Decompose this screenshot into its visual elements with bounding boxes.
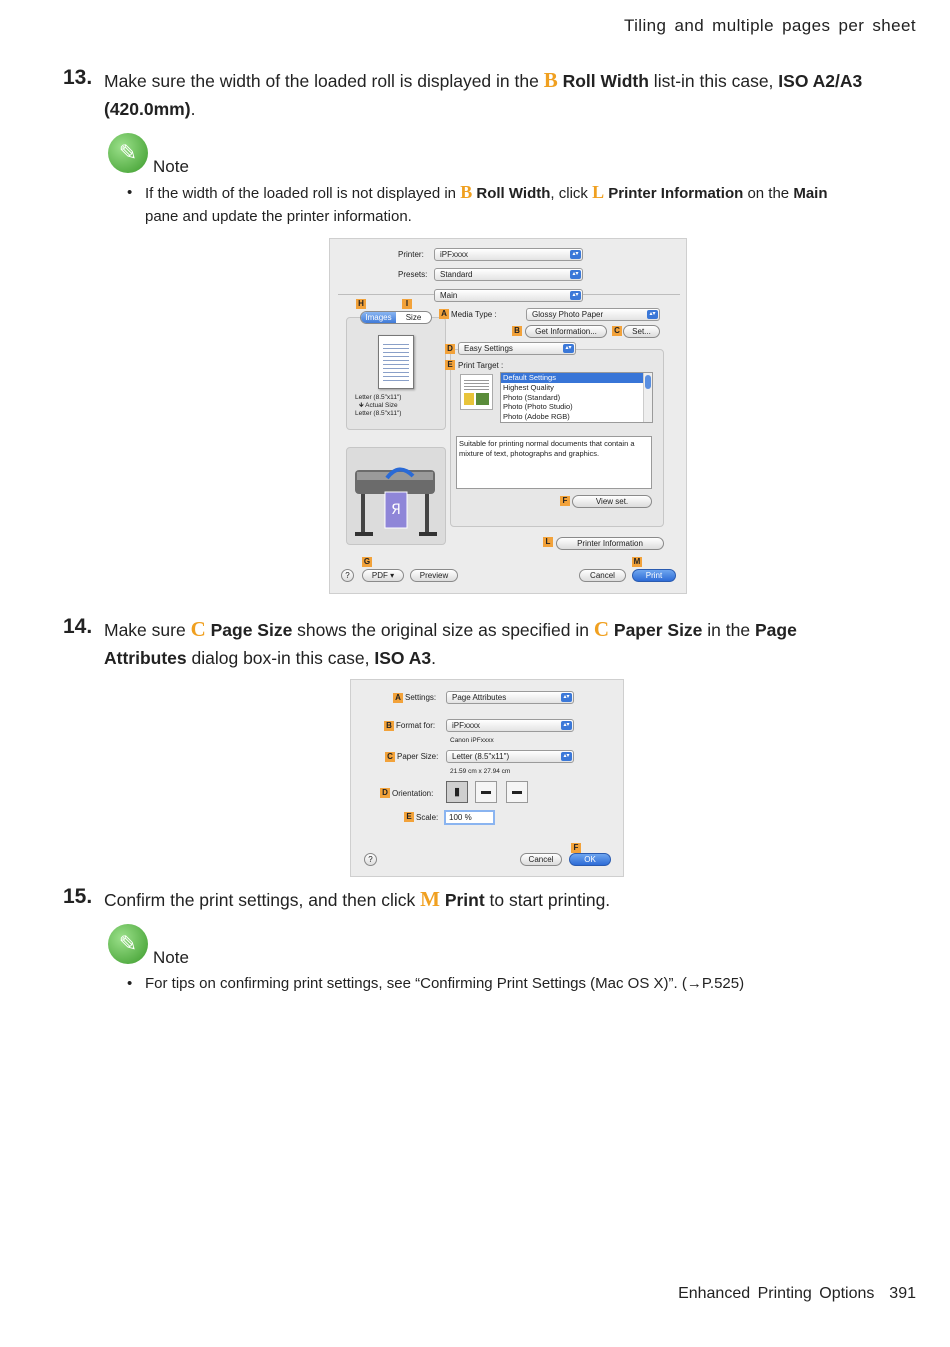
print-button[interactable]: Print <box>632 569 676 582</box>
letter-b: B <box>543 68 558 92</box>
page-attributes-dialog-screenshot <box>350 679 624 877</box>
print-term: Print <box>439 890 485 910</box>
step-13-number: 13. <box>63 66 93 89</box>
page-footer <box>678 1285 916 1303</box>
svg-text:Я: Я <box>391 502 401 518</box>
scale-label: Scale: <box>416 813 439 822</box>
printer-information-button[interactable]: Printer Information <box>556 537 664 550</box>
printer-popup[interactable] <box>434 248 583 261</box>
page-header: Tiling and multiple pages per sheet <box>623 16 916 35</box>
print-target-item[interactable]: Photo (Standard) <box>503 392 561 402</box>
step-14-t2: shows the original size as specified in <box>292 620 594 640</box>
pane-popup[interactable] <box>434 289 583 302</box>
popup-arrows-icon: ▴▾ <box>647 310 658 319</box>
footer-section: Enhanced Printing Options <box>678 1285 875 1302</box>
orientation-label: Orientation: <box>392 789 434 798</box>
preview-tabs <box>360 311 432 324</box>
callout-f: F <box>571 843 581 853</box>
page-attributes-term: Page Attributes <box>104 620 797 668</box>
down-arrow-icon: 🡻 <box>359 402 364 409</box>
format-for-label: Format for: <box>396 721 436 730</box>
popup-arrows-icon: ▴▾ <box>570 270 581 279</box>
settings-popup[interactable] <box>446 691 574 704</box>
print-target-item[interactable]: Photo (Photo Studio) <box>503 402 573 412</box>
page-number: 391 <box>889 1285 916 1302</box>
callout-i: I <box>402 299 412 309</box>
tab-images[interactable]: Images <box>361 312 396 323</box>
printer-label: Printer: <box>398 250 424 259</box>
note-1-text <box>145 181 865 228</box>
note-1-t3: on the <box>743 185 794 202</box>
step-15-t2: to start printing. <box>484 890 611 910</box>
media-type-popup[interactable] <box>526 308 660 321</box>
view-set-button[interactable]: View set. <box>572 495 652 508</box>
roll-width-term: Roll Width <box>472 185 551 202</box>
callout-m: M <box>633 557 641 566</box>
preview-line-1: Letter (8.5"x11") <box>355 394 402 401</box>
callout-a: A <box>439 309 449 319</box>
roll-width-term: Roll Width <box>557 71 649 91</box>
callout-h: H <box>356 299 366 309</box>
presets-popup[interactable] <box>434 268 583 281</box>
printer-image-panel <box>346 447 446 545</box>
bullet-dot: • <box>127 975 133 992</box>
presets-value: Standard <box>440 270 473 279</box>
callout-d: D <box>380 788 390 798</box>
printer-information-term: Printer Information <box>604 185 744 202</box>
callout-c: C <box>385 752 395 762</box>
print-target-label: Print Target : <box>458 361 504 370</box>
print-target-illustration <box>460 374 493 410</box>
step-14-text <box>104 615 864 672</box>
note-1-t2: , click <box>550 185 593 202</box>
letter-m: M <box>420 887 440 911</box>
popup-arrows-icon: ▴▾ <box>570 250 581 259</box>
landscape-right-orientation-icon[interactable]: ▬ <box>506 781 528 803</box>
main-term: Main <box>793 185 828 202</box>
step-15-t1: Confirm the print settings, and then click <box>104 890 421 910</box>
callout-b: B <box>384 721 394 731</box>
cancel-button[interactable]: Cancel <box>579 569 626 582</box>
page-size-term: Page Size <box>205 620 293 640</box>
printer-value: iPFxxxx <box>440 250 468 259</box>
callout-f: F <box>560 496 570 506</box>
paper-size-term: Paper Size <box>609 620 703 640</box>
step-14-t1: Make sure <box>104 620 191 640</box>
page-preview-thumbnail <box>378 335 414 389</box>
set-button[interactable]: Set... <box>623 325 660 338</box>
step-13-t2: list-in this case, <box>648 71 779 91</box>
popup-arrows-icon: ▴▾ <box>563 344 574 353</box>
letter-l: L <box>592 182 605 202</box>
letter-c: C <box>190 617 206 641</box>
preview-line-3: Letter (8.5"x11") <box>355 410 402 417</box>
note-1-t1: If the width of the loaded roll is not displayed in <box>145 185 461 202</box>
popup-arrows-icon: ▴▾ <box>570 291 581 300</box>
letter-b: B <box>460 182 473 202</box>
paper-size-dimensions: 21.59 cm x 27.94 cm <box>450 768 511 775</box>
list-scrollbar[interactable] <box>643 373 652 422</box>
preview-button[interactable]: Preview <box>410 569 458 582</box>
cancel-button[interactable]: Cancel <box>520 853 562 866</box>
settings-label: Settings: <box>405 693 437 702</box>
print-dialog-screenshot <box>329 238 687 594</box>
step-14-t5: . <box>431 648 436 668</box>
format-for-popup[interactable] <box>446 719 574 732</box>
print-target-item[interactable]: Highest Quality <box>503 382 554 392</box>
format-for-subtitle: Canon iPFxxxx <box>450 737 494 744</box>
media-type-value: Glossy Photo Paper <box>532 310 604 319</box>
paper-size-value: Letter (8.5"x11") <box>452 752 510 761</box>
step-15-text <box>104 885 864 914</box>
description-box: Suitable for printing normal documents that contain a mixture of text, photographs and graphics. <box>456 436 652 489</box>
callout-b: B <box>512 326 522 336</box>
step-15-number: 15. <box>63 885 93 908</box>
note-pencil-icon: ✎ <box>108 924 148 964</box>
callout-l: L <box>543 537 553 547</box>
callout-c: C <box>612 326 622 336</box>
format-for-value: iPFxxxx <box>452 721 480 730</box>
scale-input[interactable]: 100 % <box>444 810 495 825</box>
settings-value: Page Attributes <box>452 693 507 702</box>
step-13-t1: Make sure the width of the loaded roll is displayed in the <box>104 71 544 91</box>
iso-a3-term: ISO A3 <box>374 648 432 668</box>
ok-button[interactable]: OK <box>569 853 611 866</box>
popup-arrows-icon: ▴▾ <box>561 693 572 702</box>
note-pencil-icon: ✎ <box>108 133 148 173</box>
print-target-item[interactable]: Default Settings <box>501 373 652 383</box>
popup-arrows-icon: ▴▾ <box>561 752 572 761</box>
iso-a2-a3-term: ISO A2/A3 (420.0mm) <box>104 71 863 119</box>
step-13-text <box>104 66 864 123</box>
step-14-number: 14. <box>63 615 93 638</box>
note-2-text: For tips on confirming print settings, see “Confirming Print Settings (Mac OS X)”. (→P.525) <box>145 975 745 992</box>
popup-arrows-icon: ▴▾ <box>561 721 572 730</box>
bullet-dot: • <box>127 184 133 201</box>
portrait-orientation-icon[interactable]: ▮ <box>446 781 468 803</box>
pane-value: Main <box>440 291 458 300</box>
note-label: Note <box>153 948 189 967</box>
callout-e: E <box>445 360 455 370</box>
media-type-label: Media Type : <box>451 310 497 319</box>
easy-settings-value: Easy Settings <box>464 344 513 353</box>
pdf-button[interactable]: PDF ▾ <box>362 569 404 582</box>
callout-d: D <box>445 344 455 354</box>
paper-size-label: Paper Size: <box>397 752 439 761</box>
tab-size[interactable]: Size <box>405 313 422 322</box>
letter-c: C <box>593 617 610 641</box>
callout-g: G <box>363 557 371 566</box>
paper-size-popup[interactable] <box>446 750 574 763</box>
preview-line-2-wrap <box>355 402 401 410</box>
help-icon[interactable]: ? <box>364 853 377 866</box>
step-13-t3: . <box>190 99 196 119</box>
callout-e: E <box>404 812 414 822</box>
note-1-t4: pane and update the printer information. <box>145 208 412 225</box>
callout-a: A <box>393 693 403 703</box>
large-format-printer-icon <box>347 448 445 544</box>
get-information-button[interactable]: Get Information... <box>525 325 607 338</box>
step-14-t4: dialog box-in this case, <box>186 648 375 668</box>
preview-line-2: Actual Size <box>365 402 398 409</box>
presets-label: Presets: <box>398 270 428 279</box>
print-target-item[interactable]: Photo (Adobe RGB) <box>503 412 570 422</box>
note-label: Note <box>153 157 189 176</box>
easy-settings-popup[interactable] <box>458 342 576 355</box>
help-icon[interactable]: ? <box>341 569 354 582</box>
preview-size-lines <box>355 394 401 418</box>
print-target-list[interactable] <box>500 372 653 423</box>
step-14-t3: in the <box>702 620 755 640</box>
landscape-left-orientation-icon[interactable]: ▬ <box>475 781 497 803</box>
